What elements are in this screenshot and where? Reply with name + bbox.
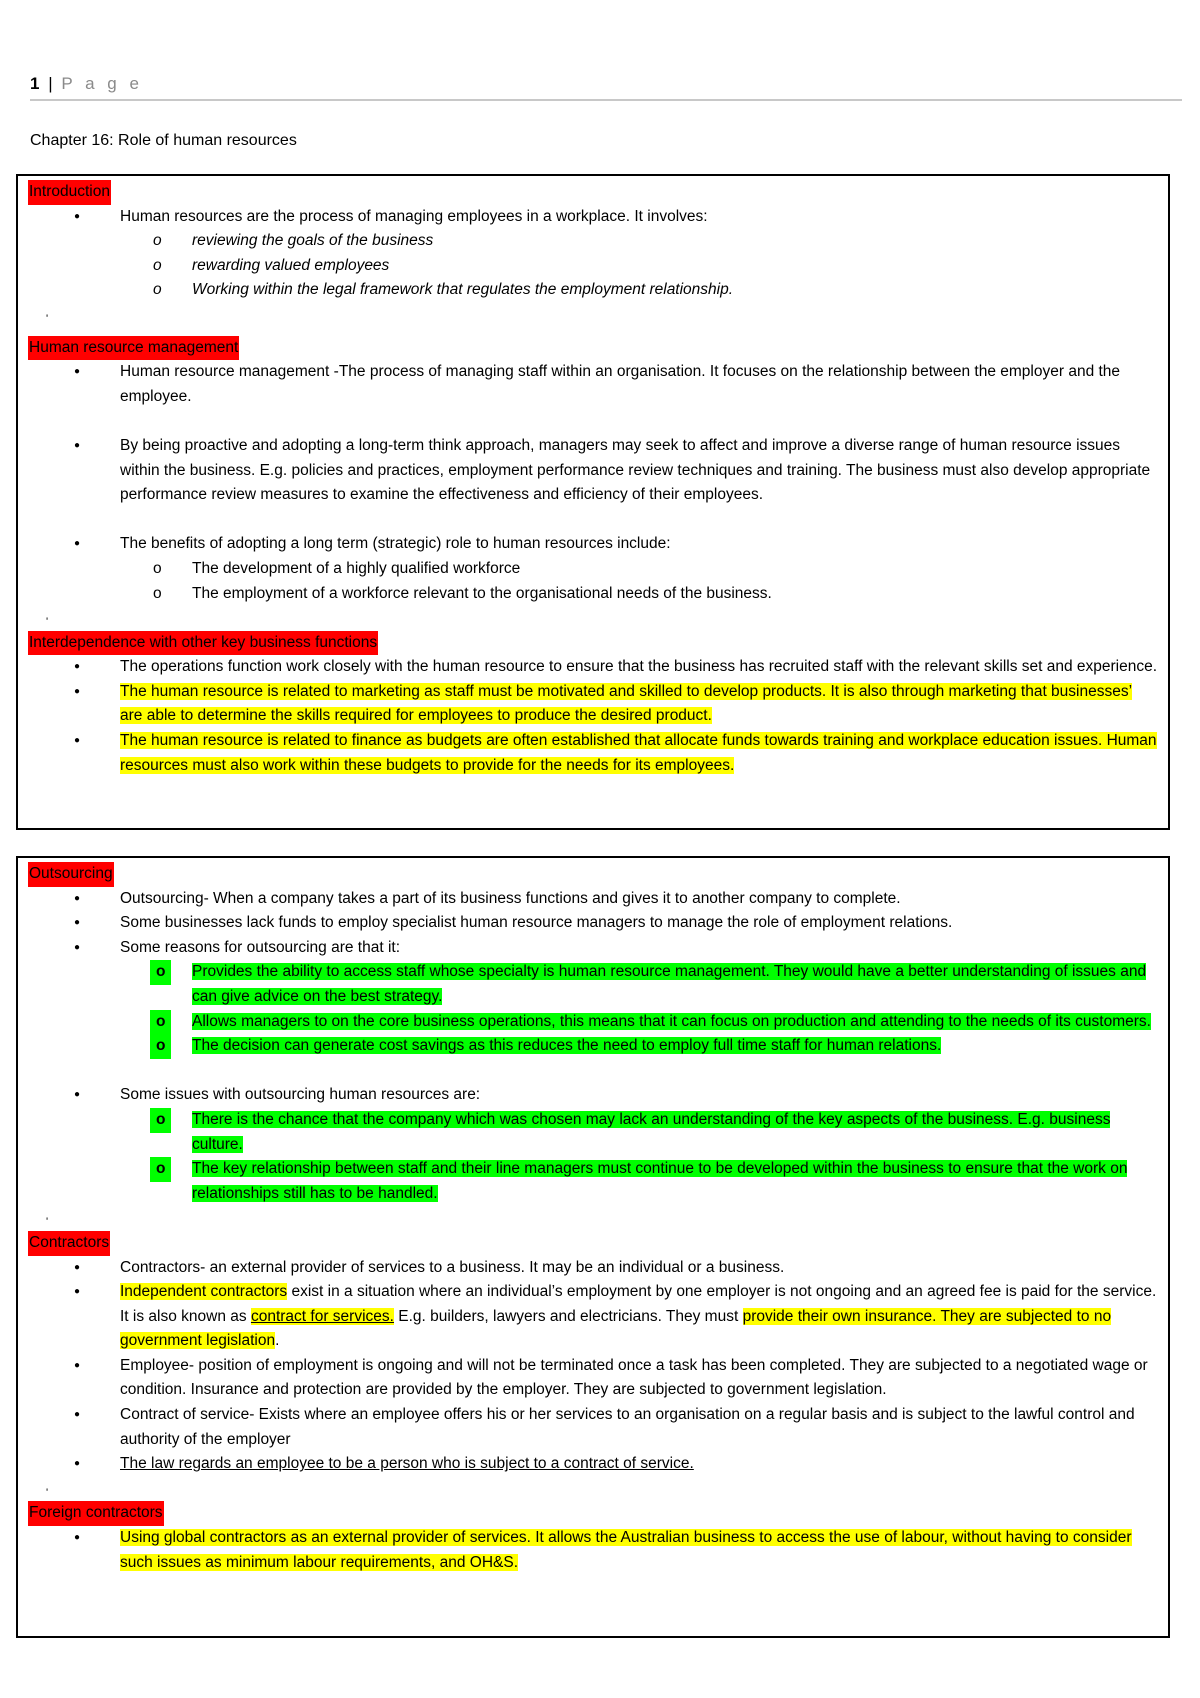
list-item — [28, 729, 1158, 778]
box-overview — [16, 174, 1170, 830]
empty-bullet — [28, 1206, 1158, 1231]
section-heading-contractors: Contractors — [28, 1231, 110, 1256]
highlighted-text: The human resource is related to finance as budgets are often established that allocate funds towards training and workplace education issues. Human resources must also work within these budgets to provide for the needs for its employees. — [120, 732, 1157, 774]
list-item — [28, 1280, 1158, 1354]
highlighted-term: contract for services. — [250, 1307, 394, 1325]
text: . — [275, 1332, 280, 1350]
page-label: P a g e — [61, 74, 143, 93]
sub-list-item — [28, 1108, 1158, 1157]
list-item: ● Some issues with outsourcing human resources are: — [28, 1083, 1158, 1108]
sub-list-item: o The employment of a workforce relevant to the organisational needs of the business. — [28, 582, 1158, 607]
highlighted-text: The human resource is related to marketing as staff must be motivated and skilled to develop products. It is also through marketing that businesses’ are able to determine the skills required for employees to produce the desired product. — [120, 682, 1133, 725]
page-separator: | — [48, 74, 53, 93]
list-item: ● The operations function work closely with the human resource to ensure that the business has recruited staff with the relevant skills set and experience. — [28, 655, 1158, 680]
section-heading-foreign-contractors: Foreign contractors — [28, 1501, 164, 1526]
list-item: ● Contract of service- Exists where an employee offers his or her services to an organisation on a regular basis and is subject to the lawful control and authority of the employer — [28, 1403, 1158, 1452]
sub-list-item — [28, 1157, 1158, 1206]
highlighted-text: provide their own insurance. They are subjected to no government legislation — [120, 1307, 1112, 1350]
sub-list-item: o Working within the legal framework that regulates the employment relationship. — [28, 278, 1158, 303]
section-heading-interdependence: Interdependence with other key business functions — [28, 631, 378, 656]
list-item: ● Outsourcing- When a company takes a part of its business functions and gives it to another company to complete. — [28, 887, 1158, 912]
highlighted-text: Allows managers to on the core business operations, this means that it can focus on production and attending to the needs of its customers. — [192, 1012, 1151, 1030]
list-item: ● Human resources are the process of managing employees in a workplace. It involves: — [28, 205, 1158, 230]
sub-list-item: o The development of a highly qualified workforce — [28, 557, 1158, 582]
list-item: ● Employee- position of employment is ongoing and will not be terminated once a task has been completed. They are subjected to a negotiated wage or condition. Insurance and protection are provided by the employer. They are subjected to government legislation. — [28, 1354, 1158, 1403]
list-item: ● Contractors- an external provider of services to a business. It may be an individual or a business. — [28, 1256, 1158, 1281]
page-header — [30, 74, 1182, 101]
text: E.g. builders, lawyers and electricians. They must — [393, 1307, 743, 1325]
sub-list-item: o rewarding valued employees — [28, 254, 1158, 279]
text: exist in a situation where an individual’s employment by one employer is not ongoing and an agreed fee is paid for the service. It is also known as — [120, 1283, 1157, 1325]
highlighted-text: There is the chance that the company which was chosen may lack an understanding of the key aspects of the business. E.g. business culture. — [192, 1110, 1111, 1153]
highlighted-term: Independent contractors — [120, 1283, 288, 1301]
chapter-title: Chapter 16: Role of human resources — [30, 132, 297, 149]
list-item — [28, 1526, 1158, 1575]
sub-list-item: o reviewing the goals of the business — [28, 229, 1158, 254]
list-item: ● Human resource management -The process of managing staff within an organisation. It focuses on the relationship between the employer and the employee. — [28, 360, 1158, 409]
empty-bullet — [28, 303, 1158, 328]
list-item: ● The benefits of adopting a long term (strategic) role to human resources include: — [28, 532, 1158, 557]
list-item: ● By being proactive and adopting a long-term think approach, managers may seek to affect and improve a diverse range of human resource issues within the business. E.g. policies and practices, employment performance review techniques and training. The business must also develop appropriate performance review measures to examine the effectiveness and efficiency of their employees. — [28, 434, 1158, 508]
highlighted-text: Using global contractors as an external provider of services. It allows the Australian business to access the use of labour, without having to consider such issues as minimum labour requirements, and OH&S. — [120, 1529, 1132, 1571]
empty-bullet — [28, 1477, 1158, 1502]
box-employment — [16, 856, 1170, 1638]
sub-list-item — [28, 960, 1158, 1009]
highlighted-text: The decision can generate cost savings as this reduces the need to employ full time staff for human relations. — [192, 1037, 942, 1055]
section-heading-hrm: Human resource management — [28, 336, 239, 361]
sub-list-item — [28, 1010, 1158, 1035]
list-item — [28, 1452, 1158, 1477]
list-item — [28, 680, 1158, 729]
section-heading-introduction: Introduction — [28, 180, 111, 205]
sub-list-item — [28, 1034, 1158, 1059]
empty-bullet — [28, 606, 1158, 631]
list-item: ● Some reasons for outsourcing are that it: — [28, 936, 1158, 961]
highlighted-text: The key relationship between staff and their line managers must continue to be developed within the business to ensure that the work on relationships still has to be handled. — [192, 1160, 1128, 1202]
highlighted-text: Provides the ability to access staff whose specialty is human resource management. They would have a better understanding of issues and can give advice on the best strategy. — [192, 963, 1147, 1005]
list-item: ● Some businesses lack funds to employ specialist human resource managers to manage the role of employment relations. — [28, 911, 1158, 936]
underlined-text: The law regards an employee to be a person who is subject to a contract of service. — [120, 1455, 694, 1473]
section-heading-outsourcing: Outsourcing — [28, 862, 114, 887]
page-number: 1 — [30, 74, 40, 93]
